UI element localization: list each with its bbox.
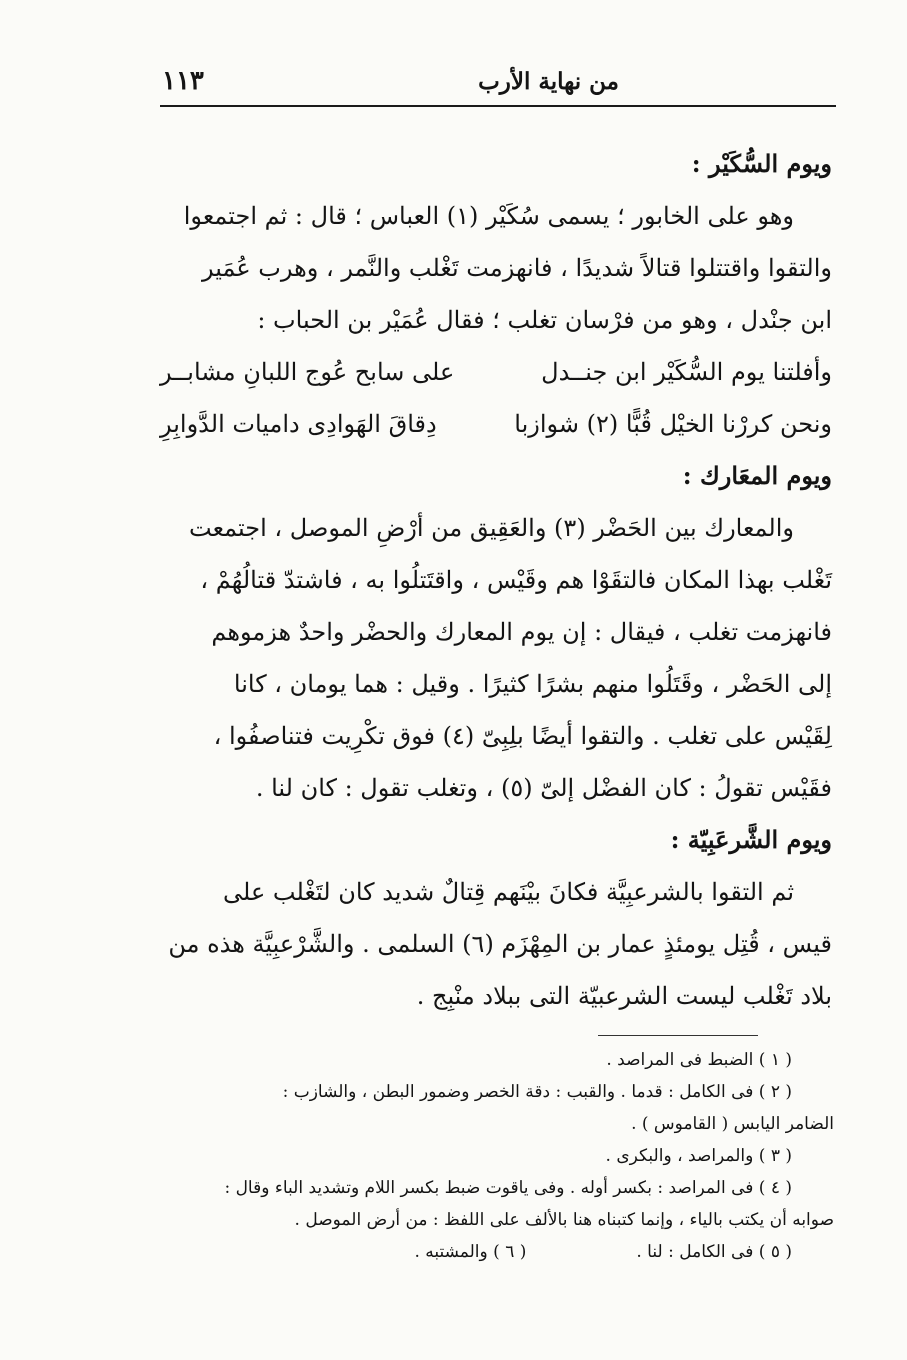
text-line: ابن جنْدل ، وهو من فرْسان تغلب ؛ فقال عُمَيْر بن الحباب : xyxy=(257,306,832,334)
text-line: إلى الحَضْر ، وقَتَلُوا منهم بشرًا كثيرًا . وقيل : هما يومان ، كانا xyxy=(233,670,832,698)
verse-second-hemistich: على سابح عُوج اللبانِ مشابــر xyxy=(160,358,455,386)
footnote: ( ٦ ) والمشتبه . xyxy=(414,1242,527,1262)
footnote: ( ٥ ) فى الكامل : لنا . xyxy=(636,1242,792,1262)
verse-second-hemistich: دِقاقَ الهَوادِى داميات الدَّوابِرِ xyxy=(160,410,437,438)
text-line: قيس ، قُتِل يومئذٍ عمار بن المِهْزَم (٦) السلمى . والشَّرْعبِيَّة هذه من xyxy=(168,930,832,958)
main-text xyxy=(160,138,832,1022)
footnote: ( ٤ ) فى المراصد : بكسر أوله . وفى ياقوت ضبط بكسر اللام وتشديد الباء وقال : xyxy=(224,1178,792,1198)
footnote-row xyxy=(158,1236,834,1268)
page-header xyxy=(162,62,834,106)
section-heading: ويوم الشَّرعَبِيّة : xyxy=(670,825,832,854)
text-line: لِقَيْس على تغلب . والتقوا أيضًا بلِبِىّ (٤) فوق تكْرِيت فتناصفُوا ، xyxy=(213,722,832,750)
page-number: ١١٣ xyxy=(162,66,204,96)
section-heading: ويوم المعَارك : xyxy=(682,461,832,490)
running-title: من نهاية الأرب xyxy=(478,68,619,95)
text-line: تَغْلب بهذا المكان فالتقَوْا هم وقَيْس ، واقتَتلُوا به ، فاشتدّ قتالُهُمْ ، xyxy=(200,566,832,594)
text-line: بلاد تَغْلب ليست الشرعبيّة التى ببلاد منْبِج . xyxy=(416,982,832,1010)
text-line: فانهزمت تغلب ، فيقال : إن يوم المعارك والحضْر واحدٌ هزموهم xyxy=(211,618,832,646)
footnotes xyxy=(158,1044,834,1268)
verse-first-hemistich: وأفلتنا يوم السُّكَيْر ابن جنــدل xyxy=(541,358,832,386)
text-line: فقَيْس تقولُ : كان الفضْل إلىّ (٥) ، وتغلب تقول : كان لنا . xyxy=(255,774,832,802)
verse-first-hemistich: ونحن كررْنا الخيْل قُبًّا (٢) شوازبا xyxy=(514,410,832,438)
footnote-separator xyxy=(598,1035,758,1036)
footnote-continuation: الضامر اليابس ( القاموس ) . xyxy=(631,1114,834,1134)
text-line: وهو على الخابور ؛ يسمى سُكَيْر (١) العباس ؛ قال : ثم اجتمعوا xyxy=(183,202,794,230)
footnote: ( ٣ ) والمراصد ، والبكرى . xyxy=(605,1146,792,1166)
text-line: ثم التقوا بالشرعبِيَّة فكانَ بيْنَهم قِتالٌ شديد كان لتَغْلب على xyxy=(223,878,794,906)
text-line: والمعارك بين الحَضْر (٣) والعَقِيق من أرْضِ الموصل ، اجتمعت xyxy=(189,514,794,542)
footnote: ( ٢ ) فى الكامل : قدما . والقبب : دقة الخصر وضمور البطن ، والشازب : xyxy=(282,1082,792,1102)
footnote-continuation: صوابه أن يكتب بالياء ، وإنما كتبناه هنا بالألف على اللفظ : من أرض الموصل . xyxy=(294,1210,834,1230)
section-heading: ويوم السُّكَيْر : xyxy=(691,149,832,178)
footnote: ( ١ ) الضبط فى المراصد . xyxy=(606,1050,792,1070)
verse-line xyxy=(160,398,832,450)
text-line: والتقوا واقتتلوا قتالاً شديدًا ، فانهزمت تَغْلب والنَّمر ، وهرب عُمَير xyxy=(201,254,832,282)
verse-line xyxy=(160,346,832,398)
header-rule xyxy=(160,105,836,107)
